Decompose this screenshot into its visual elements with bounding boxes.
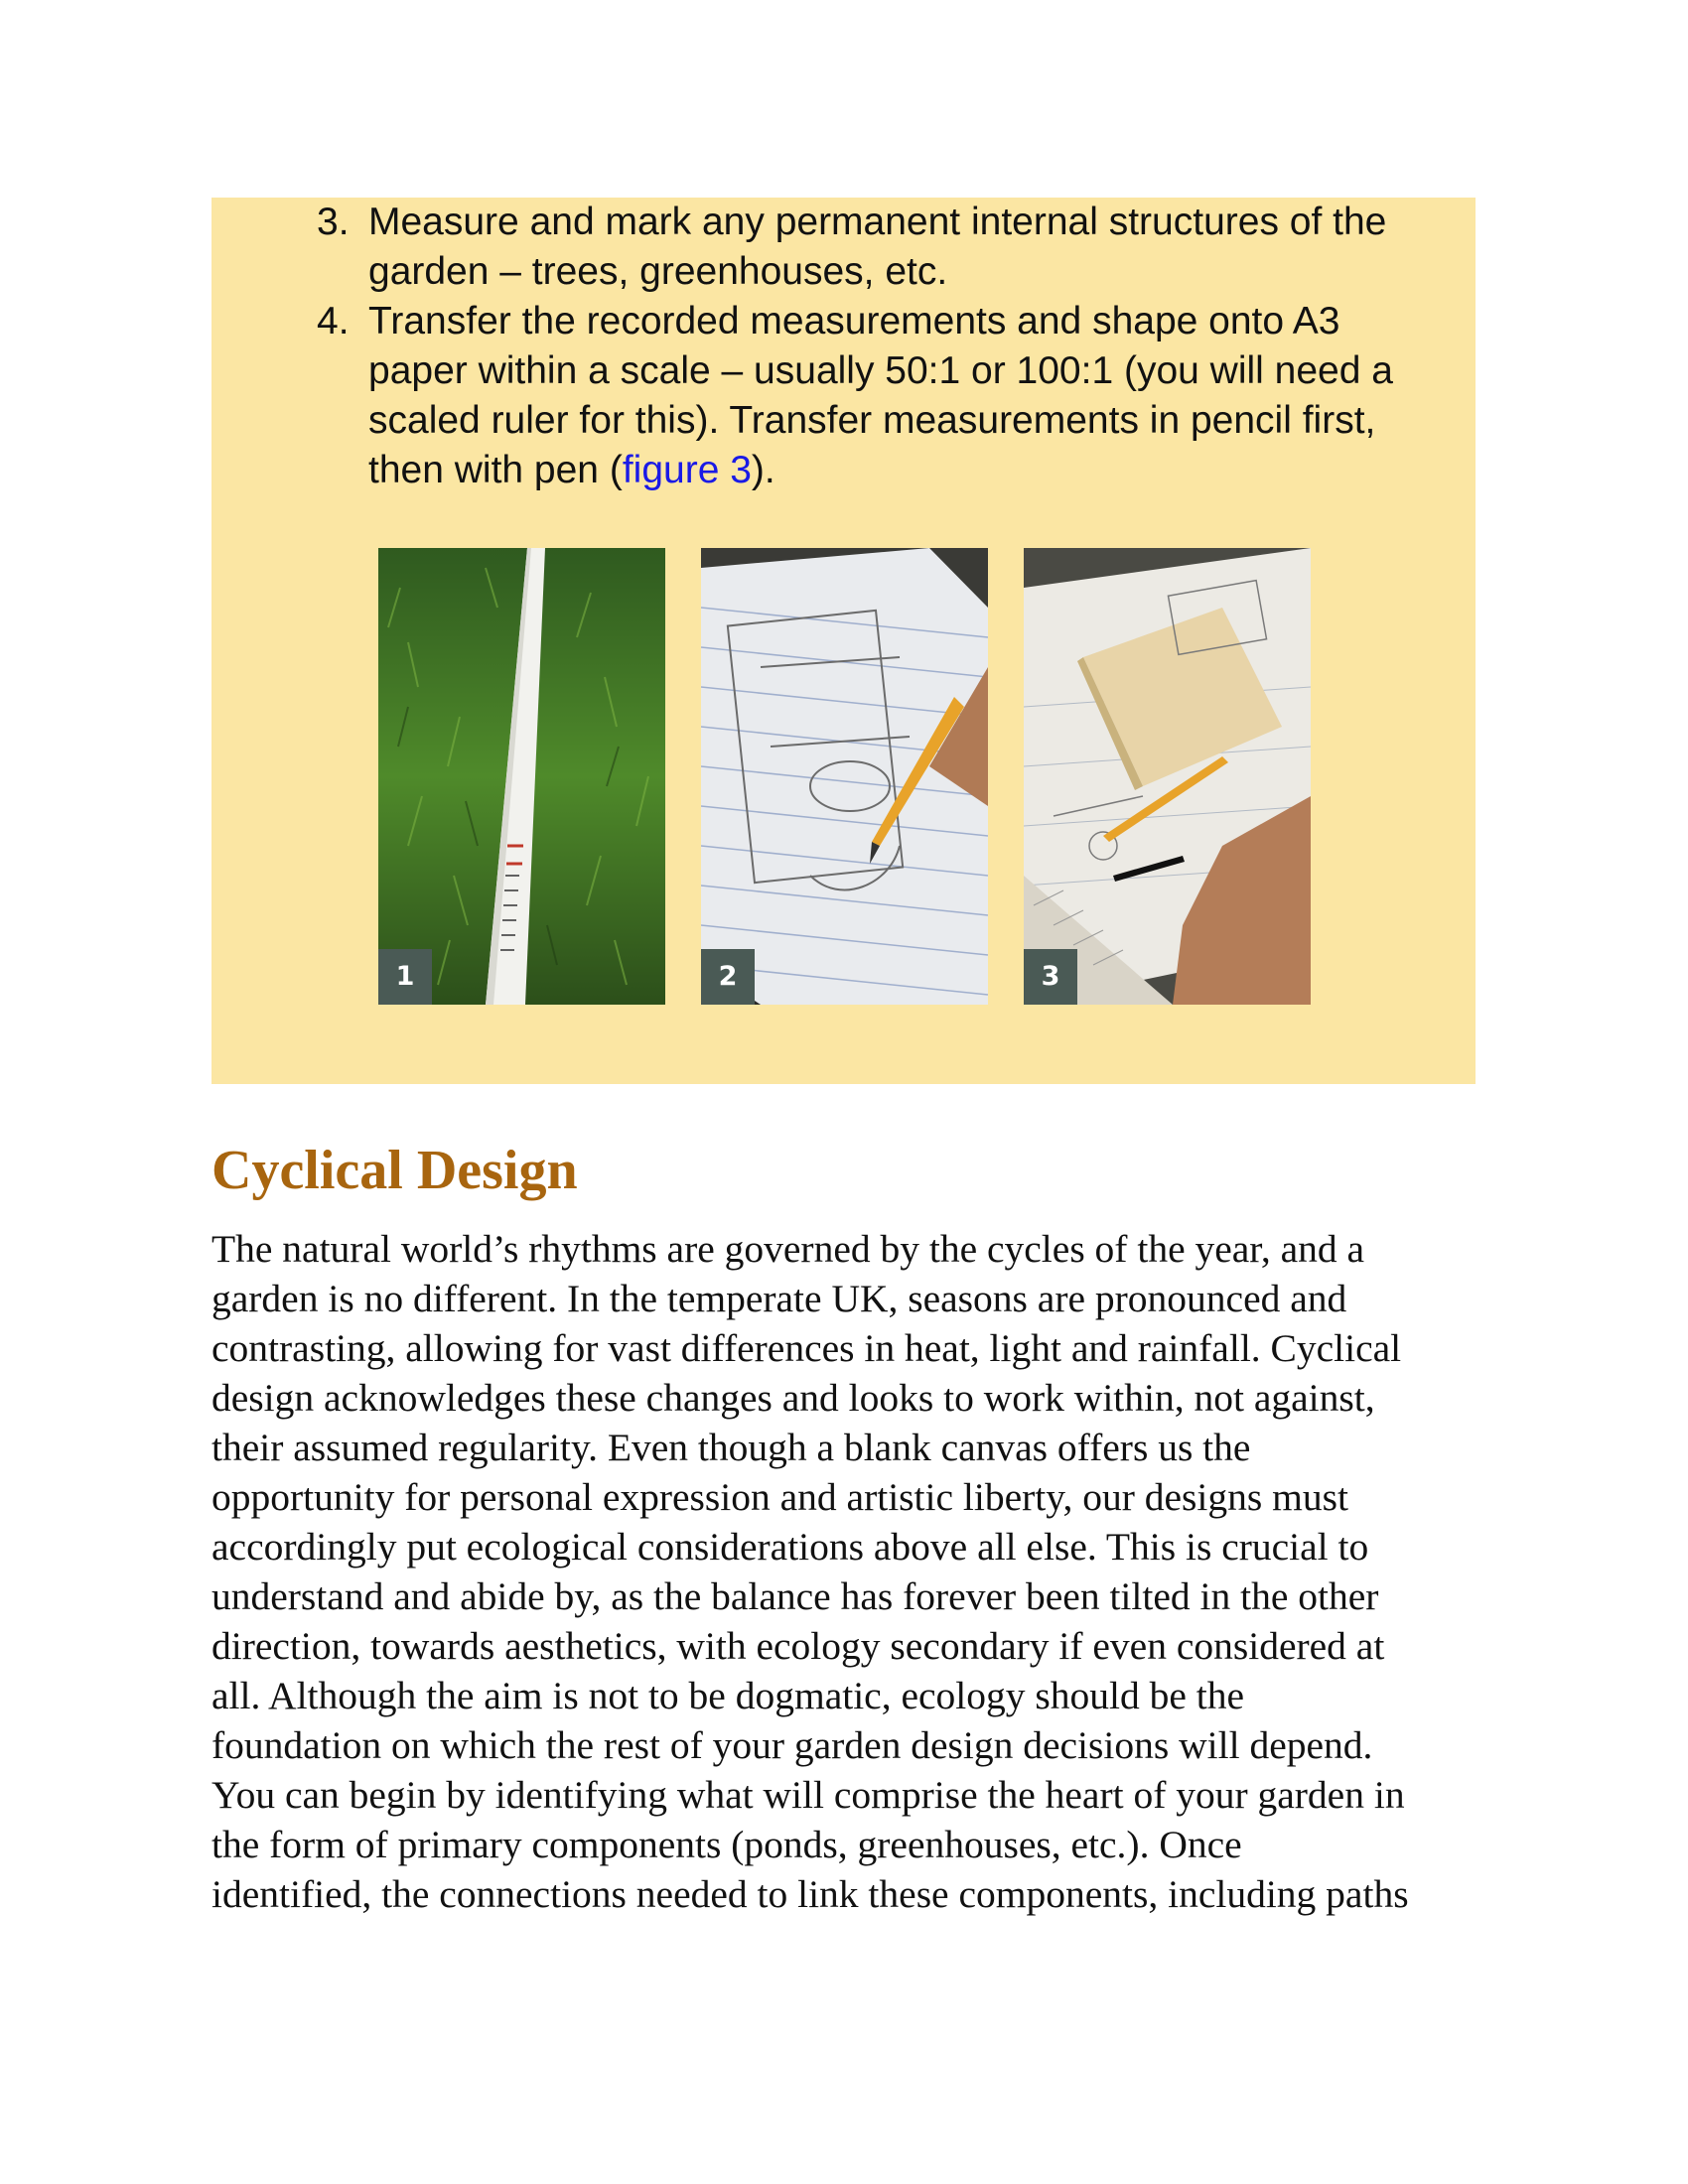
photo-2 xyxy=(701,548,988,1005)
body-line: opportunity for personal expression and artistic liberty, our designs must xyxy=(211,1475,1348,1519)
step-text-before-link: then with pen ( xyxy=(368,449,623,491)
step-text-after-link: ). xyxy=(751,449,775,491)
step-line: garden – trees, greenhouses, etc. xyxy=(368,250,948,293)
photo-badge: 1 xyxy=(378,949,432,1005)
figure-3-link[interactable]: figure 3 xyxy=(622,449,752,491)
body-line: contrasting, allowing for vast differences in heat, light and rainfall. Cyclical xyxy=(211,1326,1402,1370)
steps-list xyxy=(317,198,1453,495)
body-line: You can begin by identifying what will comprise the heart of your garden in xyxy=(211,1773,1405,1817)
step-3 xyxy=(317,198,1453,297)
body-line: The natural world’s rhythms are governed by the cycles of the year, and a xyxy=(211,1227,1365,1271)
body-line: design acknowledges these changes and looks to work within, not against, xyxy=(211,1376,1375,1420)
body-line: all. Although the aim is not to be dogmatic, ecology should be the xyxy=(211,1674,1244,1717)
body-line: identified, the connections needed to link these components, including paths xyxy=(211,1872,1409,1916)
step-number: 4. xyxy=(317,300,350,342)
body-line: understand and abide by, as the balance has forever been tilted in the other xyxy=(211,1574,1379,1618)
step-line: scaled ruler for this). Transfer measurements in pencil first, xyxy=(368,399,1376,442)
step-line-last xyxy=(368,446,1453,495)
photo-badge: 3 xyxy=(1024,949,1077,1005)
step-line: Transfer the recorded measurements and shape onto A3 xyxy=(368,300,1340,342)
photo-badge: 2 xyxy=(701,949,755,1005)
body-line: their assumed regularity. Even though a blank canvas offers us the xyxy=(211,1426,1251,1469)
tape-measure-photo xyxy=(378,548,665,1005)
body-line: garden is no different. In the temperate UK, seasons are pronounced and xyxy=(211,1277,1347,1320)
body-line: accordingly put ecological considerations above all else. This is crucial to xyxy=(211,1525,1369,1569)
pen-drawing-photo xyxy=(1024,548,1311,1005)
step-line: paper within a scale – usually 50:1 or 100:1 (you will need a xyxy=(368,349,1393,392)
instructions-callout xyxy=(211,198,1476,1084)
body-line: the form of primary components (ponds, greenhouses, etc.). Once xyxy=(211,1823,1242,1866)
step-line: Measure and mark any permanent internal structures of the xyxy=(368,201,1387,243)
section-body xyxy=(211,1224,1492,1919)
body-line: foundation on which the rest of your garden design decisions will depend. xyxy=(211,1723,1373,1767)
step-4 xyxy=(317,297,1453,495)
photo-1 xyxy=(378,548,665,1005)
photo-strip xyxy=(378,548,1332,1005)
section-heading: Cyclical Design xyxy=(211,1140,578,1201)
pencil-sketch-photo xyxy=(701,548,988,1005)
photo-3 xyxy=(1024,548,1311,1005)
step-number: 3. xyxy=(317,201,350,243)
body-line: direction, towards aesthetics, with ecology secondary if even considered at xyxy=(211,1624,1385,1668)
